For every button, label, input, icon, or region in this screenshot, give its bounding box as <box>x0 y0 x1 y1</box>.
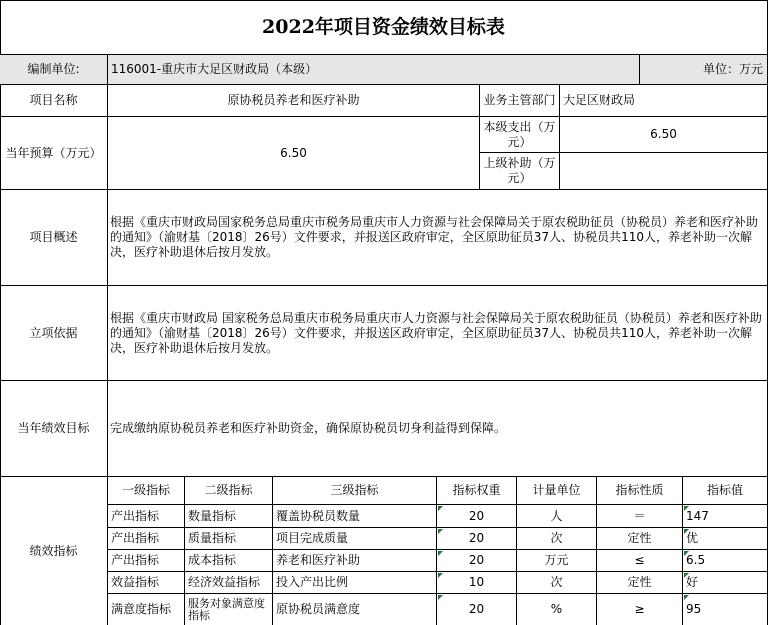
budget-value: 6.50 <box>108 117 480 190</box>
local-expense-value: 6.50 <box>560 117 768 153</box>
row4-value: 好 <box>683 572 768 594</box>
dept-value: 大足区财政局 <box>560 85 768 117</box>
upper-subsidy-label: 上级补助（万元） <box>480 153 560 190</box>
row4-nature: 定性 <box>597 572 683 594</box>
header-weight: 指标权重 <box>437 477 517 505</box>
header-value: 指标值 <box>683 477 768 505</box>
row5-level3: 原协税员满意度 <box>273 594 437 625</box>
row4-unit: 次 <box>517 572 597 594</box>
row5-nature: ≥ <box>597 594 683 625</box>
project-name-value: 原协税员养老和医疗补助 <box>108 85 480 117</box>
row5-value: 95 <box>683 594 768 625</box>
row1-level1: 产出指标 <box>108 505 185 528</box>
row5-level2: 服务对象满意度指标 <box>185 594 273 625</box>
row5-weight: 20 <box>437 594 517 625</box>
goal-text: 完成缴纳原协税员养老和医疗补助资金，确保原协税员切身利益得到保障。 <box>108 381 768 477</box>
row2-level1: 产出指标 <box>108 528 185 550</box>
project-name-label: 项目名称 <box>0 85 108 117</box>
row2-unit: 次 <box>517 528 597 550</box>
budget-label: 当年预算（万元） <box>0 117 108 190</box>
indicators-label: 绩效指标 <box>0 477 108 625</box>
row3-level3: 养老和医疗补助 <box>273 550 437 572</box>
local-expense-label: 本级支出（万元） <box>480 117 560 153</box>
header-level2: 二级指标 <box>185 477 273 505</box>
row2-level3: 项目完成质量 <box>273 528 437 550</box>
money-unit: 单位：万元 <box>640 55 768 85</box>
row1-weight: 20 <box>437 505 517 528</box>
unit-value: 116001-重庆市大足区财政局（本级） <box>108 55 640 85</box>
basis-label: 立项依据 <box>0 286 108 381</box>
overview-text: 根据《重庆市财政局国家税务总局重庆市税务局重庆市人力资源与社会保障局关于原农税助征员（协税员）养老和医疗补助的通知》（渝财基〔2018〕26号）文件要求，并报送区政府审定，全区原助征员37人、协税员共110人，养老补助一次解决，医疗补助退休后按月发放。 <box>108 190 768 286</box>
basis-text: 根据《重庆市财政局 国家税务总局重庆市税务局重庆市人力资源与社会保障局关于原农税助征员（协税员）养老和医疗补助的通知》（渝财基〔2018〕26号）文件要求，并报送区政府审定，全区原助征员37人、协税员共110人，养老补助一次解决，医疗补助退休后按月发放。 <box>108 286 768 381</box>
row4-weight: 10 <box>437 572 517 594</box>
overview-label: 项目概述 <box>0 190 108 286</box>
row2-level2: 质量指标 <box>185 528 273 550</box>
goal-label: 当年绩效目标 <box>0 381 108 477</box>
row1-level3: 覆盖协税员数量 <box>273 505 437 528</box>
row3-value: 6.5 <box>683 550 768 572</box>
table-title: 2022年项目资金绩效目标表 <box>0 0 768 55</box>
header-unit: 计量单位 <box>517 477 597 505</box>
row3-weight: 20 <box>437 550 517 572</box>
row2-value: 优 <box>683 528 768 550</box>
row3-level2: 成本指标 <box>185 550 273 572</box>
row3-level1: 产出指标 <box>108 550 185 572</box>
dept-label: 业务主管部门 <box>480 85 560 117</box>
unit-label: 编制单位: <box>0 55 108 85</box>
header-level1: 一级指标 <box>108 477 185 505</box>
row1-unit: 人 <box>517 505 597 528</box>
row2-nature: 定性 <box>597 528 683 550</box>
row4-level1: 效益指标 <box>108 572 185 594</box>
row5-level1: 满意度指标 <box>108 594 185 625</box>
row1-value: 147 <box>683 505 768 528</box>
row1-nature: ＝ <box>597 505 683 528</box>
row1-level2: 数量指标 <box>185 505 273 528</box>
row5-unit: % <box>517 594 597 625</box>
header-level3: 三级指标 <box>273 477 437 505</box>
upper-subsidy-value <box>560 153 768 190</box>
row4-level3: 投入产出比例 <box>273 572 437 594</box>
row2-weight: 20 <box>437 528 517 550</box>
header-nature: 指标性质 <box>597 477 683 505</box>
row4-level2: 经济效益指标 <box>185 572 273 594</box>
row3-nature: ≤ <box>597 550 683 572</box>
row3-unit: 万元 <box>517 550 597 572</box>
